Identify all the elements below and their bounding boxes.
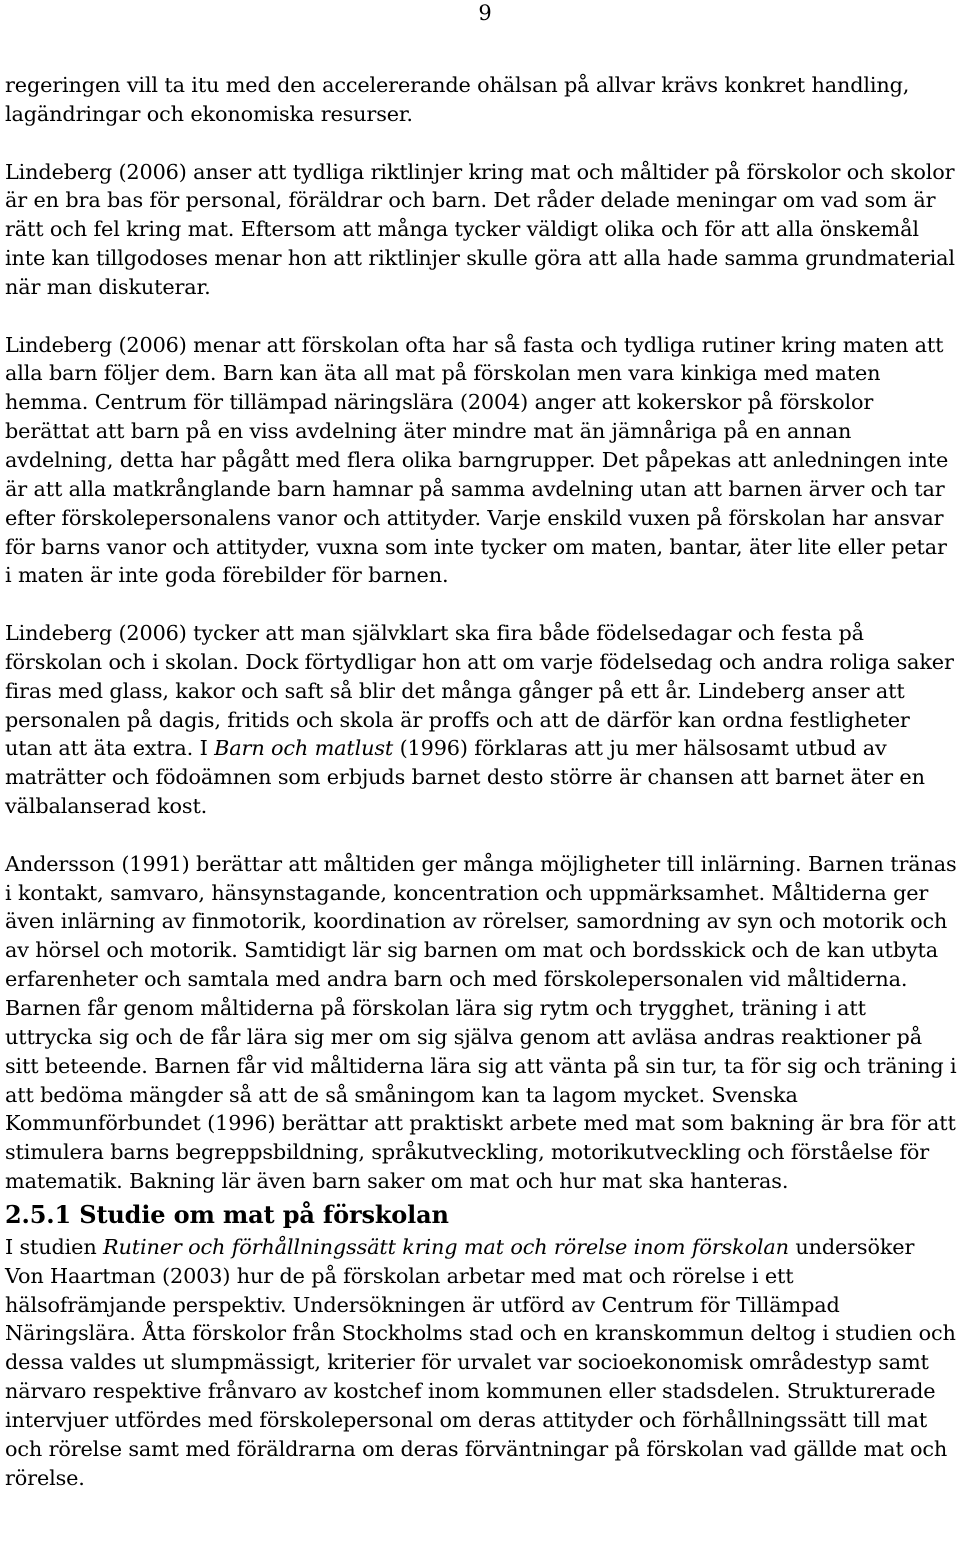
section-paragraph-text-end: undersöker Von Haartman (2003) hur de på förskolan arbetar med mat och rörelse i ett hälsofrämjande perspektiv. Undersökningen är utförd av Centrum för Tillämpad Näringslära. Åtta förskolor från Stockholms stad och en kranskommun deltog i studien och dessa valdes ut slumpmässigt, kriterier för urvalet var socioekonomisk områdestyp samt närvaro respektive frånvaro av kostchef inom kommunen eller stadsdelen. Strukturerade intervjuer utfördes med förskolepersonal om deras attityder och förhållningssätt till mat och rörelse samt med föräldrarna om deras förväntningar på förskolan vad gällde mat och rörelse.	[5, 1234, 956, 1490]
section-paragraph-text-start: I studien	[5, 1234, 104, 1259]
paragraph-4-text-end: (1996) förklaras att ju mer hälsosamt utbud av maträtter och födoämnen som erbjuds barnet desto större är chansen att barnet äter en välbalanserad kost.	[5, 736, 925, 819]
paragraph-3: Lindeberg (2006) menar att förskolan ofta har så fasta och tydliga rutiner kring maten att alla barn följer dem. Barn kan äta all mat på förskolan men vara kinkiga med maten hemma. Centrum för tillämpad näringslära (2004) anger att kokerskor på förskolor berättat att barn på en viss avdelning äter mindre mat än jämnåriga på en annan avdelning, detta har pågått med flera olika barngrupper. Det påpekas att anledningen inte är att alla matkrånglande barn hamnar på samma avdelning utan att barnen ärver och tar efter förskolepersonalens vanor och attityder. Varje enskild vuxen på förskolan har ansvar för barns vanor och attityder, vuxna som inte tycker om maten, bantar, äter lite eller petar i maten är inte goda förebilder för barnen.	[5, 332, 949, 588]
paragraph-1: regeringen vill ta itu med den accelererande ohälsan på allvar krävs konkret handling, lagändringar och ekonomiska resurser.	[5, 73, 910, 126]
section-paragraph	[5, 1233, 958, 1493]
paragraph-4	[5, 619, 958, 821]
study-title: Rutiner och förhållningssätt kring mat och rörelse inom förskolan	[103, 1234, 789, 1259]
book-title-barn-och-matlust: Barn och matlust	[214, 736, 394, 761]
page-number: 9	[478, 1, 492, 25]
paragraph-2: Lindeberg (2006) anser att tydliga riktlinjer kring mat och måltider på förskolor och skolor är en bra bas för personal, föräldrar och barn. Det råder delade meningar om vad som är rätt och fel kring mat. Eftersom att många tycker väldigt olika och för att alla önskemål inte kan tillgodoses menar hon att riktlinjer skulle göra att alla hade samma grundmaterial när man diskuterar.	[5, 159, 955, 299]
section-heading: 2.5.1 Studie om mat på förskolan	[5, 1199, 449, 1229]
page-body	[5, 71, 958, 1493]
paragraph-5: Andersson (1991) berättar att måltiden ger många möjligheter till inlärning. Barnen tränas i kontakt, samvaro, hänsynstagande, koncentration och uppmärksamhet. Måltiderna ger även inlärning av finmotorik, koordination av rörelser, samordning av syn och motorik och av hörsel och motorik. Samtidigt lär sig barnen om mat och bordsskick och de kan utbyta erfarenheter och samtala med andra barn och med förskolepersonalen vid måltiderna. Barnen får genom måltiderna på förskolan lära sig rytm och trygghet, träning i att uttrycka sig och de får lära sig mer om sig själva genom att avläsa andras reaktioner på sitt beteende. Barnen får vid måltiderna lära sig att vänta på sin tur, ta för sig och träning i att bedöma mängder så att de så småningom kan ta lagom mycket. Svenska Kommunförbundet (1996) berättar att praktiskt arbete med mat som bakning är bra för att stimulera barns begreppsbildning, språkutveckling, motorikutveckling och förståelse för matematik. Bakning lär även barn saker om mat och hur mat ska hanteras.	[5, 851, 957, 1194]
paragraph-4-text-start: Lindeberg (2006) tycker att man självklart ska fira både födelsedagar och festa på förskolan och i skolan. Dock förtydligar hon att om varje födelsedag och andra roliga saker firas med glass, kakor och saft så blir det många gånger på ett år. Lindeberg anser att personalen på dagis, fritids och skola är proffs och att de därför kan ordna festligheter utan att äta extra. I	[5, 621, 954, 761]
